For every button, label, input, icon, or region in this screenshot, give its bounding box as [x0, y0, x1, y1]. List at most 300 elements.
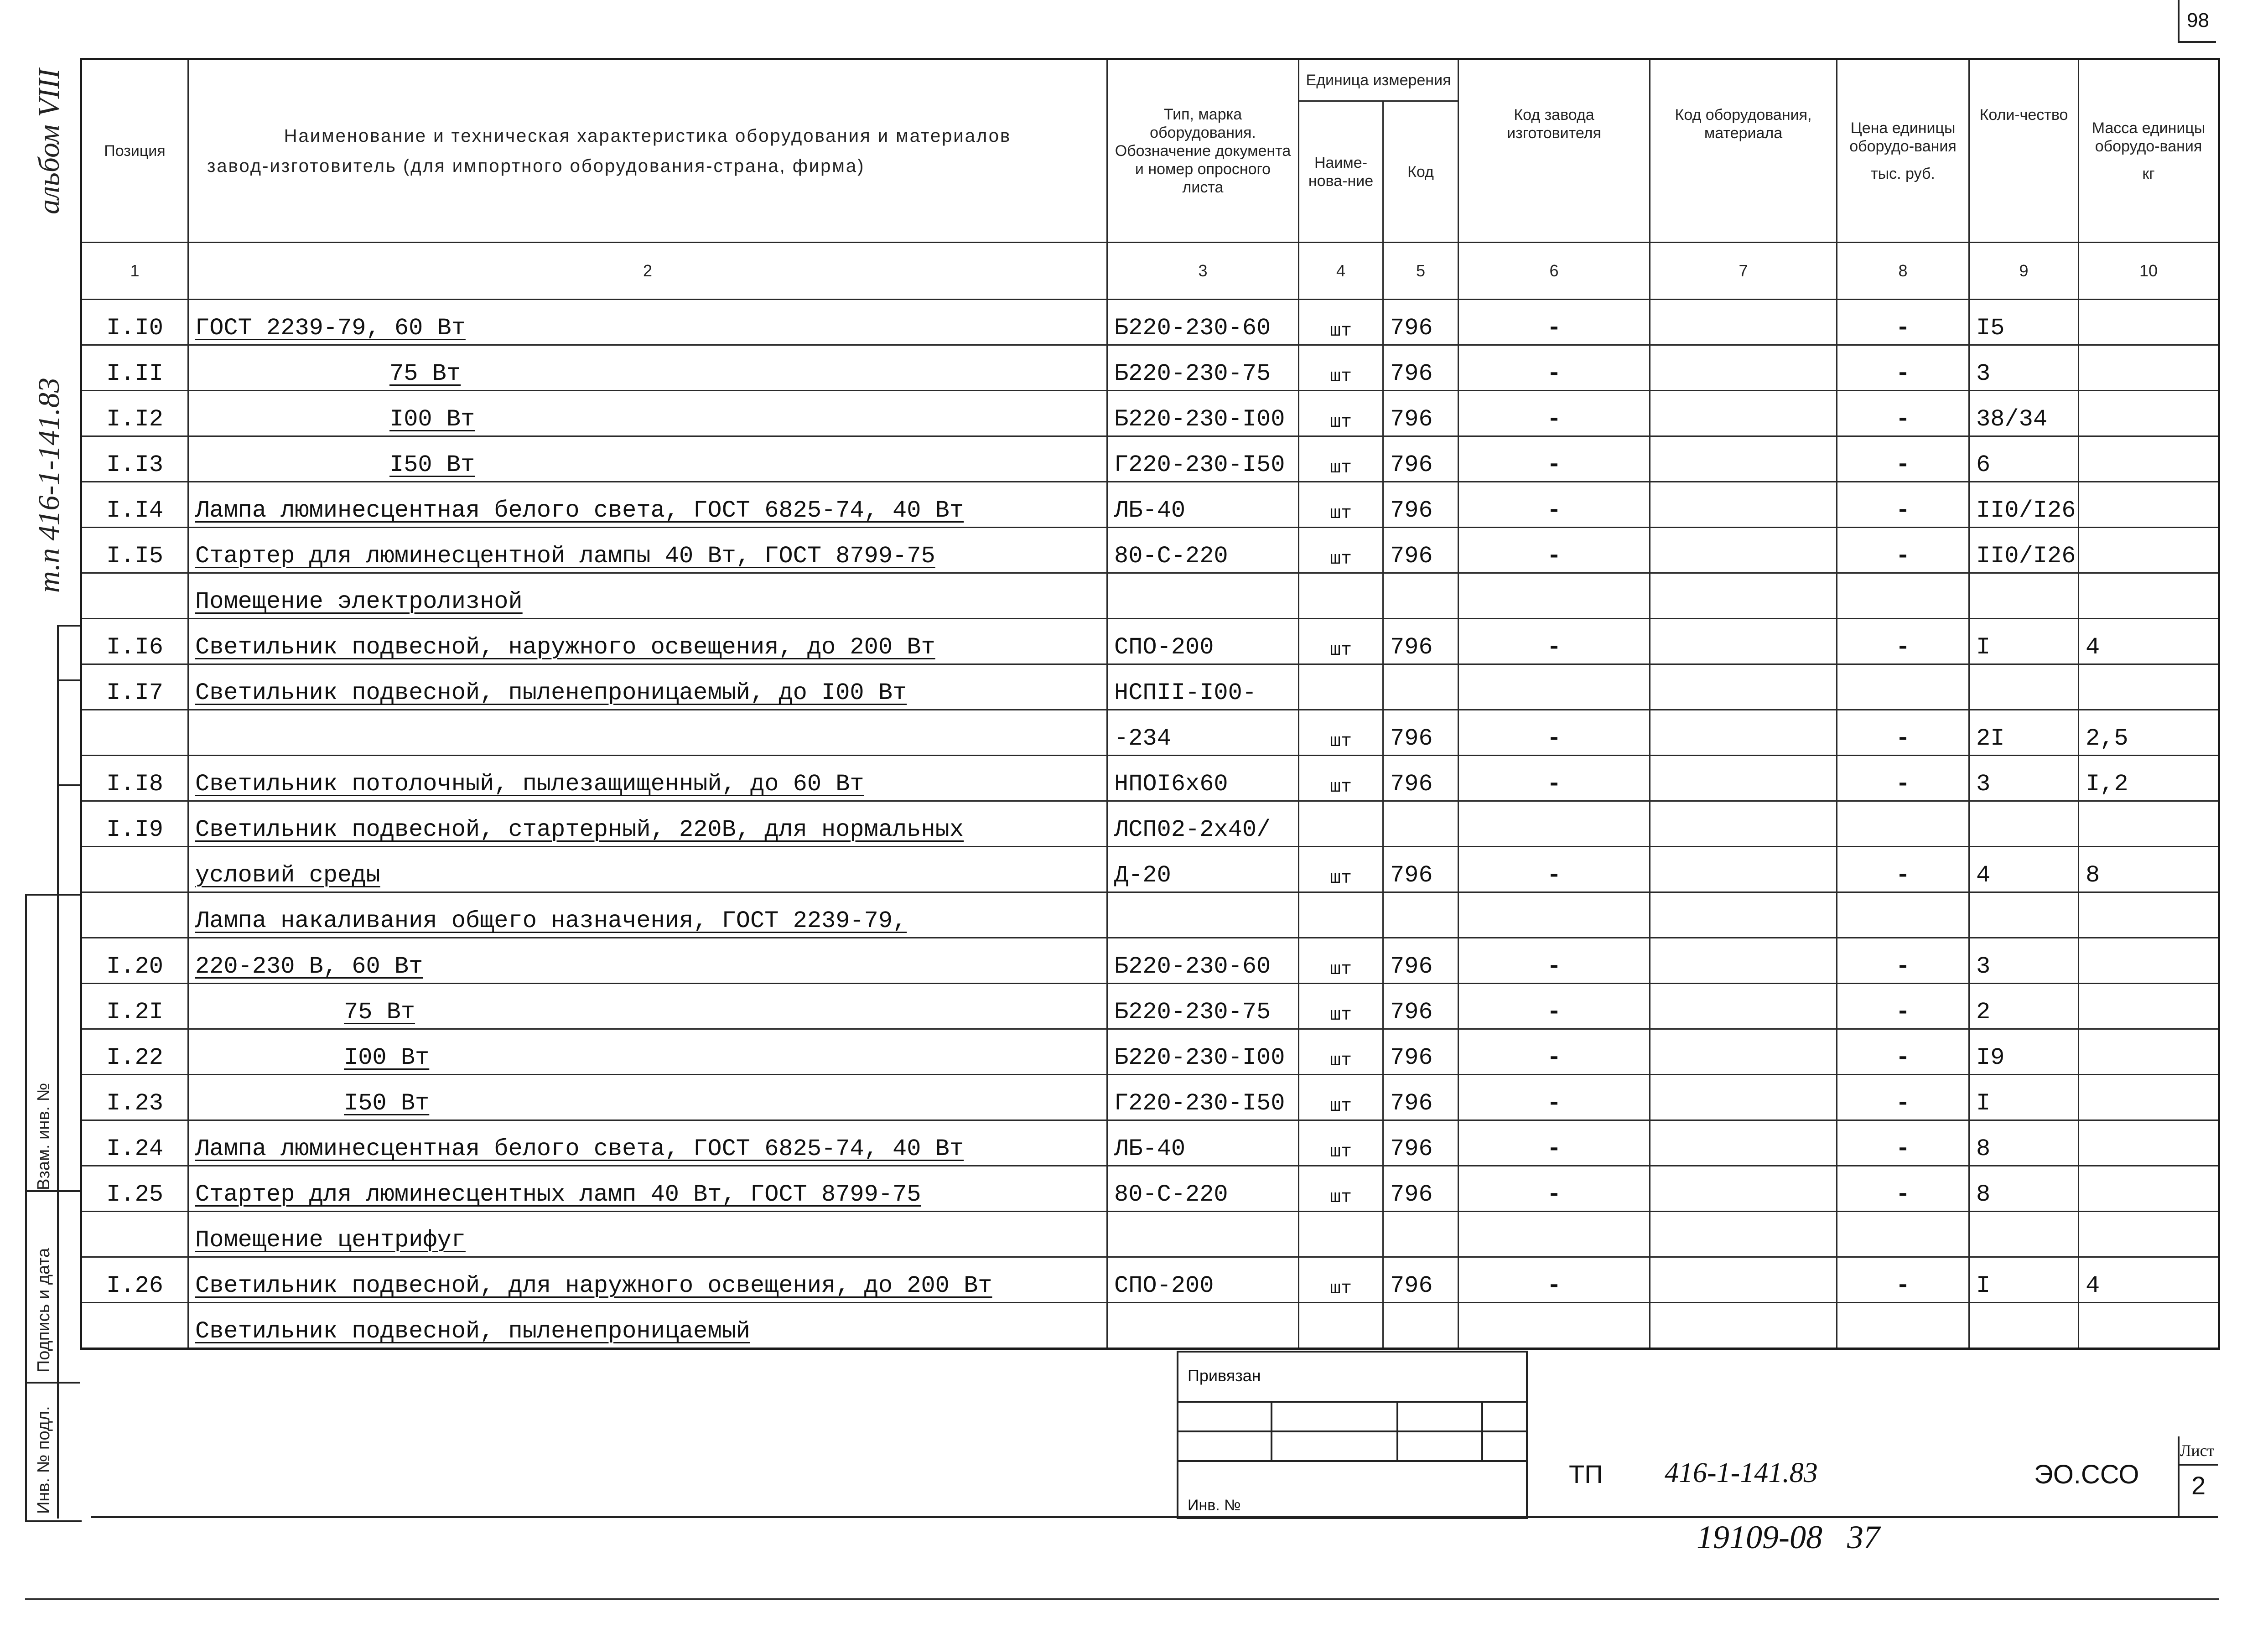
row-name: I00 Вт: [188, 391, 1107, 436]
row-unit-code: 796: [1383, 1029, 1458, 1075]
row-price: -: [1837, 1166, 1969, 1212]
margin-divider: [57, 625, 80, 627]
row-quantity: 2: [1969, 984, 2079, 1029]
title-block-frame: [91, 1516, 2218, 1518]
row-name: I50 Вт: [188, 436, 1107, 482]
row-price: [1837, 1212, 1969, 1257]
table-row: [81, 1257, 2219, 1303]
row-name: Светильник подвесной, наружного освещения, до 200 Вт: [188, 619, 1107, 664]
project-code-vertical: т.п 416-1-141.83: [32, 378, 66, 593]
row-unit-code: 796: [1383, 847, 1458, 892]
row-price: -: [1837, 619, 1969, 664]
row-unit-code: 796: [1383, 482, 1458, 528]
row-position: I.24: [81, 1120, 188, 1166]
row-name: Помещение центрифуг: [188, 1212, 1107, 1257]
row-unit-code: 796: [1383, 528, 1458, 573]
table-row: [81, 300, 2219, 345]
row-equipment-code: [1650, 528, 1837, 573]
row-position: I.II: [81, 345, 188, 391]
table-row: [81, 619, 2219, 664]
row-maker-code: -: [1458, 847, 1650, 892]
row-position: I.I2: [81, 391, 188, 436]
row-name: Светильник подвесной, пыленепроницаемый: [188, 1303, 1107, 1349]
table-row: [81, 573, 2219, 619]
specification-table: [80, 58, 2220, 1350]
row-price: -: [1837, 1029, 1969, 1075]
row-unit-code: [1383, 573, 1458, 619]
row-mass: I,2: [2079, 756, 2219, 801]
inventory-label: Инв. №: [1178, 1461, 1527, 1518]
row-name: 75 Вт: [188, 345, 1107, 391]
signature-date-label: Подпись и дата: [34, 1248, 53, 1373]
column-number: 8: [1837, 243, 1969, 300]
row-maker-code: [1458, 573, 1650, 619]
header-position: Позиция: [81, 59, 188, 243]
row-maker-code: -: [1458, 482, 1650, 528]
column-number: 6: [1458, 243, 1650, 300]
row-type: СПО-200: [1107, 619, 1299, 664]
row-equipment-code: [1650, 573, 1837, 619]
row-name: [188, 710, 1107, 756]
row-mass: 4: [2079, 1257, 2219, 1303]
table-row: [81, 1075, 2219, 1120]
row-mass: [2079, 1075, 2219, 1120]
table-row: [81, 1212, 2219, 1257]
header-unit-code: Код: [1383, 101, 1458, 243]
row-mass: [2079, 1029, 2219, 1075]
row-name: Светильник потолочный, пылезащищенный, до 60 Вт: [188, 756, 1107, 801]
row-equipment-code: [1650, 300, 1837, 345]
row-name: ГОСТ 2239-79, 60 Вт: [188, 300, 1107, 345]
table-row: [81, 801, 2219, 847]
row-unit-code: 796: [1383, 1166, 1458, 1212]
original-inv-label: Инв. № подл.: [34, 1406, 53, 1514]
row-maker-code: [1458, 1303, 1650, 1349]
row-price: -: [1837, 1257, 1969, 1303]
header-name: [188, 59, 1107, 243]
row-maker-code: -: [1458, 391, 1650, 436]
row-unit: шт: [1299, 710, 1383, 756]
table-row: [81, 1120, 2219, 1166]
row-equipment-code: [1650, 1166, 1837, 1212]
row-unit-code: [1383, 892, 1458, 938]
row-position: I.I0: [81, 300, 188, 345]
row-price: -: [1837, 847, 1969, 892]
row-type: Д-20: [1107, 847, 1299, 892]
row-unit-code: 796: [1383, 391, 1458, 436]
column-number: 4: [1299, 243, 1383, 300]
archive-number: 19109-08 37: [1697, 1519, 1880, 1555]
row-type: [1107, 573, 1299, 619]
row-position: [81, 892, 188, 938]
row-type: Б220-230-60: [1107, 938, 1299, 984]
row-name: I00 Вт: [188, 1029, 1107, 1075]
row-unit-code: 796: [1383, 619, 1458, 664]
row-unit-code: 796: [1383, 1120, 1458, 1166]
row-quantity: I: [1969, 1257, 2079, 1303]
row-unit: шт: [1299, 300, 1383, 345]
row-maker-code: [1458, 801, 1650, 847]
row-unit-code: 796: [1383, 345, 1458, 391]
row-unit: [1299, 892, 1383, 938]
row-unit-code: 796: [1383, 984, 1458, 1029]
row-position: I.I4: [81, 482, 188, 528]
row-maker-code: [1458, 1212, 1650, 1257]
row-position: I.I6: [81, 619, 188, 664]
row-maker-code: -: [1458, 300, 1650, 345]
table-row: [81, 756, 2219, 801]
row-unit: шт: [1299, 482, 1383, 528]
row-type: ЛБ-40: [1107, 1120, 1299, 1166]
row-unit: [1299, 1212, 1383, 1257]
row-name: Помещение электролизной: [188, 573, 1107, 619]
row-equipment-code: [1650, 984, 1837, 1029]
row-quantity: 3: [1969, 938, 2079, 984]
row-quantity: 8: [1969, 1166, 2079, 1212]
row-mass: [2079, 938, 2219, 984]
row-maker-code: -: [1458, 756, 1650, 801]
table-row: [81, 1303, 2219, 1349]
header-name-sub: завод-изготовитель (для импортного оборудования-страна, фирма): [207, 156, 865, 176]
row-position: [81, 573, 188, 619]
row-quantity: 4: [1969, 847, 2079, 892]
row-quantity: I: [1969, 1075, 2079, 1120]
row-type: СПО-200: [1107, 1257, 1299, 1303]
row-equipment-code: [1650, 1303, 1837, 1349]
row-quantity: II0/I26: [1969, 482, 2079, 528]
document-code: ЭО.ССО: [2034, 1460, 2139, 1489]
replace-inv-label: Взам. инв. №: [34, 1083, 53, 1190]
row-price: -: [1837, 710, 1969, 756]
column-number: 3: [1107, 243, 1299, 300]
row-name: Лампа накаливания общего назначения, ГОСТ 2239-79,: [188, 892, 1107, 938]
row-unit: шт: [1299, 1029, 1383, 1075]
row-type: Г220-230-I50: [1107, 1075, 1299, 1120]
row-maker-code: -: [1458, 938, 1650, 984]
row-unit: шт: [1299, 1257, 1383, 1303]
row-type: Б220-230-60: [1107, 300, 1299, 345]
header-mass: [2079, 59, 2219, 243]
row-mass: [2079, 1303, 2219, 1349]
table-row: [81, 482, 2219, 528]
row-mass: 8: [2079, 847, 2219, 892]
row-position: I.I5: [81, 528, 188, 573]
row-quantity: 8: [1969, 1120, 2079, 1166]
row-position: I.I7: [81, 664, 188, 710]
row-unit-code: [1383, 664, 1458, 710]
row-price: -: [1837, 436, 1969, 482]
row-name: Лампа люминесцентная белого света, ГОСТ 6825-74, 40 Вт: [188, 482, 1107, 528]
row-position: I.26: [81, 1257, 188, 1303]
row-equipment-code: [1650, 710, 1837, 756]
row-maker-code: -: [1458, 528, 1650, 573]
row-type: Б220-230-I00: [1107, 391, 1299, 436]
row-unit: шт: [1299, 756, 1383, 801]
row-equipment-code: [1650, 619, 1837, 664]
row-mass: [2079, 1212, 2219, 1257]
row-price: -: [1837, 482, 1969, 528]
row-quantity: [1969, 1303, 2079, 1349]
column-number: 1: [81, 243, 188, 300]
column-numbers-row: [81, 243, 2219, 300]
header-price: [1837, 59, 1969, 243]
row-type: Б220-230-75: [1107, 345, 1299, 391]
table-row: [81, 664, 2219, 710]
row-position: [81, 847, 188, 892]
tp-label: ТП: [1569, 1460, 1603, 1488]
row-unit: шт: [1299, 391, 1383, 436]
row-mass: [2079, 528, 2219, 573]
row-quantity: [1969, 664, 2079, 710]
row-equipment-code: [1650, 436, 1837, 482]
table-row: [81, 436, 2219, 482]
row-name: Светильник подвесной, пыленепроницаемый, до I00 Вт: [188, 664, 1107, 710]
column-number: 2: [188, 243, 1107, 300]
row-unit: [1299, 801, 1383, 847]
row-price: -: [1837, 984, 1969, 1029]
row-type: ЛБ-40: [1107, 482, 1299, 528]
row-position: I.I9: [81, 801, 188, 847]
row-unit: шт: [1299, 984, 1383, 1029]
margin-divider: [25, 1382, 80, 1384]
row-quantity: 3: [1969, 756, 2079, 801]
row-name: Светильник подвесной, стартерный, 220В, для нормальных: [188, 801, 1107, 847]
row-position: I.22: [81, 1029, 188, 1075]
row-mass: 2,5: [2079, 710, 2219, 756]
row-unit-code: 796: [1383, 710, 1458, 756]
row-mass: [2079, 664, 2219, 710]
row-type: Б220-230-I00: [1107, 1029, 1299, 1075]
row-name: Стартер для люминесцентной лампы 40 Вт, ГОСТ 8799-75: [188, 528, 1107, 573]
bound-label: Привязан: [1178, 1352, 1527, 1402]
margin-divider: [57, 679, 80, 681]
row-type: 80-С-220: [1107, 528, 1299, 573]
table-body: [81, 300, 2219, 1349]
row-mass: [2079, 1120, 2219, 1166]
corner-number: 98: [2187, 9, 2209, 31]
margin-divider: [25, 1190, 80, 1192]
row-equipment-code: [1650, 1029, 1837, 1075]
row-type: [1107, 1212, 1299, 1257]
row-unit-code: 796: [1383, 938, 1458, 984]
margin-divider: [57, 784, 80, 786]
row-mass: [2079, 892, 2219, 938]
table-row: [81, 1166, 2219, 1212]
row-price: -: [1837, 1120, 1969, 1166]
row-equipment-code: [1650, 801, 1837, 847]
table-row: [81, 984, 2219, 1029]
row-maker-code: -: [1458, 1257, 1650, 1303]
row-unit: шт: [1299, 1120, 1383, 1166]
row-mass: [2079, 573, 2219, 619]
table-row: [81, 1029, 2219, 1075]
row-quantity: I: [1969, 619, 2079, 664]
row-name: Лампа люминесцентная белого света, ГОСТ 6825-74, 40 Вт: [188, 1120, 1107, 1166]
header-quantity: Коли-чество: [1969, 59, 2079, 243]
row-equipment-code: [1650, 938, 1837, 984]
row-name: 75 Вт: [188, 984, 1107, 1029]
row-unit-code: 796: [1383, 1075, 1458, 1120]
row-name: условий среды: [188, 847, 1107, 892]
row-price: [1837, 573, 1969, 619]
row-equipment-code: [1650, 1075, 1837, 1120]
header-unit: Единица измерения: [1299, 59, 1458, 101]
row-position: I.25: [81, 1166, 188, 1212]
row-equipment-code: [1650, 345, 1837, 391]
row-maker-code: -: [1458, 345, 1650, 391]
row-unit-code: [1383, 1303, 1458, 1349]
row-name: I50 Вт: [188, 1075, 1107, 1120]
row-quantity: 3: [1969, 345, 2079, 391]
row-quantity: [1969, 892, 2079, 938]
table-row: [81, 938, 2219, 984]
row-mass: [2079, 345, 2219, 391]
row-unit: [1299, 1303, 1383, 1349]
row-type: 80-С-220: [1107, 1166, 1299, 1212]
table-row: [81, 528, 2219, 573]
row-name: Стартер для люминесцентных ламп 40 Вт, ГОСТ 8799-75: [188, 1166, 1107, 1212]
row-price: [1837, 801, 1969, 847]
row-unit-code: [1383, 801, 1458, 847]
row-price: [1837, 892, 1969, 938]
sheet-label-divider: [2178, 1464, 2218, 1466]
row-type: НПОI6х60: [1107, 756, 1299, 801]
row-equipment-code: [1650, 391, 1837, 436]
row-unit-code: [1383, 1212, 1458, 1257]
column-number: 7: [1650, 243, 1837, 300]
row-quantity: I9: [1969, 1029, 2079, 1075]
row-equipment-code: [1650, 847, 1837, 892]
row-type: Г220-230-I50: [1107, 436, 1299, 482]
row-equipment-code: [1650, 1212, 1837, 1257]
row-type: -234: [1107, 710, 1299, 756]
row-maker-code: -: [1458, 710, 1650, 756]
sheet-label: Лист: [2180, 1441, 2215, 1460]
row-quantity: [1969, 801, 2079, 847]
row-position: [81, 1303, 188, 1349]
row-price: -: [1837, 1075, 1969, 1120]
row-unit-code: 796: [1383, 1257, 1458, 1303]
table-row: [81, 892, 2219, 938]
row-name: 220-230 В, 60 Вт: [188, 938, 1107, 984]
margin-inner-line: [57, 625, 59, 1519]
row-mass: [2079, 482, 2219, 528]
row-price: -: [1837, 345, 1969, 391]
row-mass: [2079, 300, 2219, 345]
row-maker-code: [1458, 664, 1650, 710]
row-mass: [2079, 391, 2219, 436]
column-number: 10: [2079, 243, 2219, 300]
row-maker-code: -: [1458, 1166, 1650, 1212]
row-quantity: II0/I26: [1969, 528, 2079, 573]
row-equipment-code: [1650, 482, 1837, 528]
row-maker-code: -: [1458, 1120, 1650, 1166]
row-position: I.I8: [81, 756, 188, 801]
row-maker-code: [1458, 892, 1650, 938]
row-price: -: [1837, 300, 1969, 345]
header-mass-unit: кг: [2142, 165, 2155, 182]
row-price: -: [1837, 528, 1969, 573]
header-price-label: Цена единицы оборудо-вания: [1849, 119, 1957, 155]
table-row: [81, 847, 2219, 892]
row-unit: шт: [1299, 345, 1383, 391]
row-unit: шт: [1299, 1075, 1383, 1120]
row-maker-code: -: [1458, 619, 1650, 664]
row-quantity: 38/34: [1969, 391, 2079, 436]
row-equipment-code: [1650, 1257, 1837, 1303]
row-position: [81, 1212, 188, 1257]
row-mass: [2079, 984, 2219, 1029]
header-name-main: Наименование и техническая характеристика оборудования и материалов: [284, 126, 1012, 146]
sheet-number: 2: [2191, 1471, 2206, 1500]
row-price: [1837, 664, 1969, 710]
row-unit-code: 796: [1383, 300, 1458, 345]
row-unit-code: 796: [1383, 436, 1458, 482]
header-maker-code: Код завода изготовителя: [1458, 59, 1650, 243]
row-type: [1107, 1303, 1299, 1349]
row-unit: шт: [1299, 1166, 1383, 1212]
row-unit: шт: [1299, 938, 1383, 984]
row-maker-code: -: [1458, 1075, 1650, 1120]
row-mass: [2079, 436, 2219, 482]
row-maker-code: -: [1458, 1029, 1650, 1075]
row-unit: шт: [1299, 528, 1383, 573]
row-position: I.I3: [81, 436, 188, 482]
row-unit: шт: [1299, 847, 1383, 892]
row-quantity: [1969, 1212, 2079, 1257]
row-quantity: I5: [1969, 300, 2079, 345]
row-position: [81, 710, 188, 756]
row-mass: [2079, 801, 2219, 847]
row-equipment-code: [1650, 1120, 1837, 1166]
row-equipment-code: [1650, 664, 1837, 710]
row-unit: шт: [1299, 436, 1383, 482]
album-label: альбом VIII: [32, 68, 66, 214]
row-maker-code: -: [1458, 984, 1650, 1029]
row-mass: 4: [2079, 619, 2219, 664]
column-number: 5: [1383, 243, 1458, 300]
binding-stamp: [1177, 1351, 1528, 1519]
row-equipment-code: [1650, 892, 1837, 938]
table-row: [81, 710, 2219, 756]
row-price: [1837, 1303, 1969, 1349]
header-price-unit: тыс. руб.: [1871, 165, 1935, 182]
row-type: [1107, 892, 1299, 938]
row-mass: [2079, 1166, 2219, 1212]
row-quantity: [1969, 573, 2079, 619]
row-quantity: 6: [1969, 436, 2079, 482]
row-unit: [1299, 573, 1383, 619]
row-quantity: 2I: [1969, 710, 2079, 756]
header-unit-name: Наиме-нова-ние: [1299, 101, 1383, 243]
row-name: Светильник подвесной, для наружного освещения, до 200 Вт: [188, 1257, 1107, 1303]
row-type: НСПII-I00-: [1107, 664, 1299, 710]
row-position: I.2I: [81, 984, 188, 1029]
row-maker-code: -: [1458, 436, 1650, 482]
header-equipment-code: Код оборудования, материала: [1650, 59, 1837, 243]
row-type: Б220-230-75: [1107, 984, 1299, 1029]
row-position: I.23: [81, 1075, 188, 1120]
header-type: Тип, марка оборудования. Обозначение документа и номер опросного листа: [1107, 59, 1299, 243]
row-price: -: [1837, 938, 1969, 984]
row-price: -: [1837, 391, 1969, 436]
table-row: [81, 391, 2219, 436]
row-unit-code: 796: [1383, 756, 1458, 801]
column-number: 9: [1969, 243, 2079, 300]
project-number: 416-1-141.83: [1665, 1457, 1818, 1488]
row-equipment-code: [1650, 756, 1837, 801]
row-price: -: [1837, 756, 1969, 801]
